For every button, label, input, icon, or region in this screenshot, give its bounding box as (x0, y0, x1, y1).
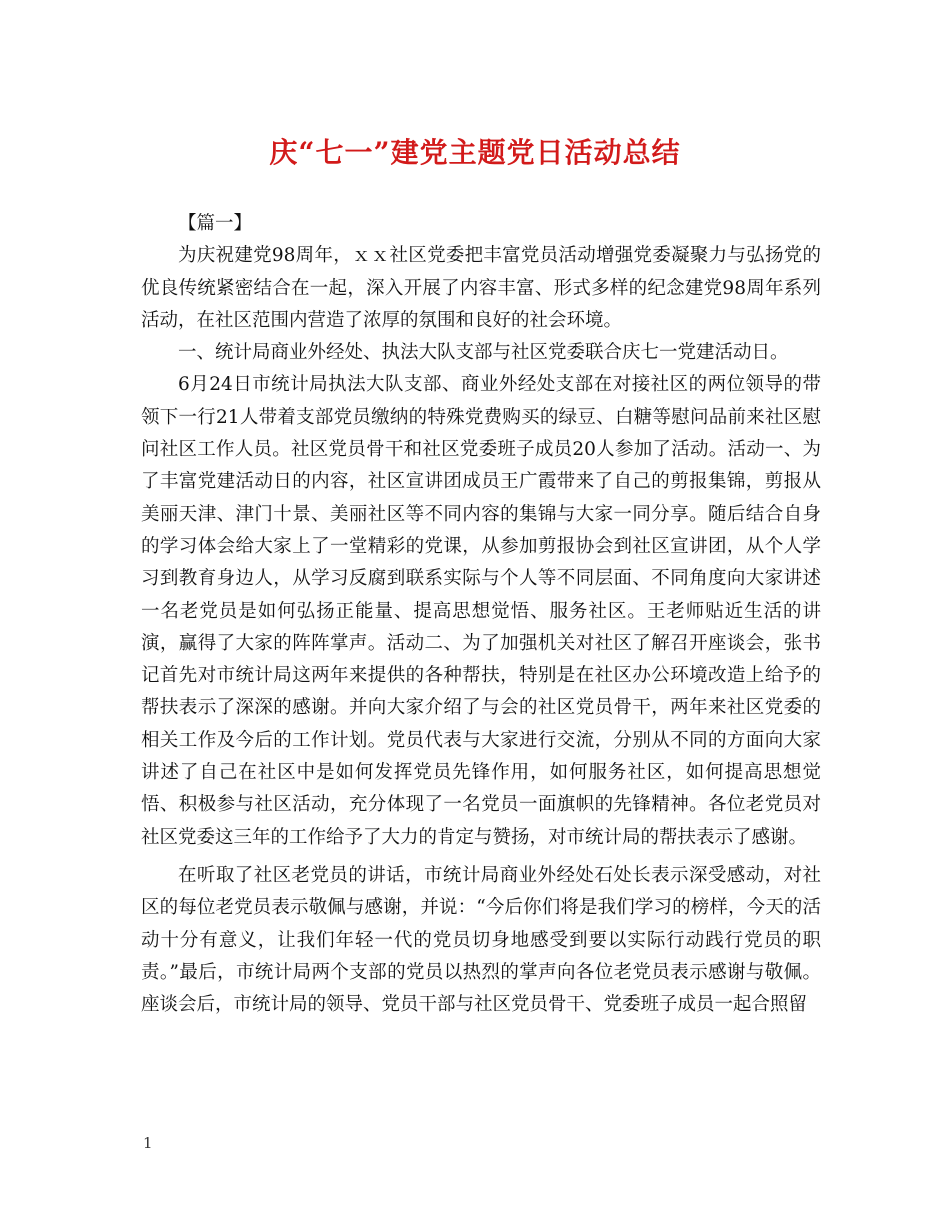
paragraph-activity: 6月24日市统计局执法大队支部、商业外经处支部在对接社区的两位领导的带领下一行21人带着支部党员缴纳的特殊党费购买的绿豆、白糖等慰问品前来社区慰问社区工作人员。社区党员骨干和社区党委班子成员20人参加了活动。活动一、为了丰富党建活动日的内容，社区宣讲团成员王广霞带来了自己的剪报集锦，剪报从美丽天津、津门十景、美丽社区等不同内容的集锦与大家一同分享。随后结合自身的学习体会给大家上了一堂精彩的党课，从参加剪报协会到社区宣讲团，从个人学习到教育身边人，从学习反腐到联系实际与个人等不同层面、不同角度向大家讲述一名老党员是如何弘扬正能量、提高思想觉悟、服务社区。王老师贴近生活的讲演，赢得了大家的阵阵掌声。活动二、为了加强机关对社区了解召开座谈会，张书记首先对市统计局这两年来提供的各种帮扶，特别是在社区办公环境改造上给予的帮扶表示了深深的感谢。并向大家介绍了与会的社区党员骨干，两年来社区党委的相关工作及今后的工作计划。党员代表与大家进行交流，分别从不同的方面向大家讲述了自己在社区中是如何发挥党员先锋作用，如何服务社区，如何提高思想觉悟、积极参与社区活动，充分体现了一名党员一面旗帜的先锋精神。各位老党员对社区党委这三年的工作给予了大力的肯定与赞扬，对市统计局的帮扶表示了感谢。 (141, 374, 821, 848)
document-body (141, 208, 821, 1021)
paragraph-intro: 为庆祝建党98周年，ｘｘ社区党委把丰富党员活动增强党委凝聚力与弘扬党的优良传统紧密结合在一起，深入开展了内容丰富、形式多样的纪念建党98周年系列活动，在社区范围内营造了浓厚的氛围和良好的社会环境。 (141, 245, 821, 331)
paragraph-heading-one: 一、统计局商业外经处、执法大队支部与社区党委联合庆七一党建活动日。 (178, 342, 789, 364)
section-label: 【篇一】 (178, 213, 253, 234)
page-number: 1 (143, 1134, 153, 1152)
document-title: 庆“七一”建党主题党日活动总结 (269, 136, 681, 169)
paragraph-discussion: 在听取了社区老党员的讲话，市统计局商业外经处石处长表示深受感动，对社区的每位老党员表示敬佩与感谢，并说：“今后你们将是我们学习的榜样，今天的活动十分有意义，让我们年轻一代的党员切身地感受到要以实际行动践行党员的职责。”最后，市统计局两个支部的党员以热烈的掌声向各位老党员表示感谢与敬佩。座谈会后，市统计局的领导、党员干部与社区党员骨干、党委班子成员一起合照留 (141, 864, 821, 1016)
